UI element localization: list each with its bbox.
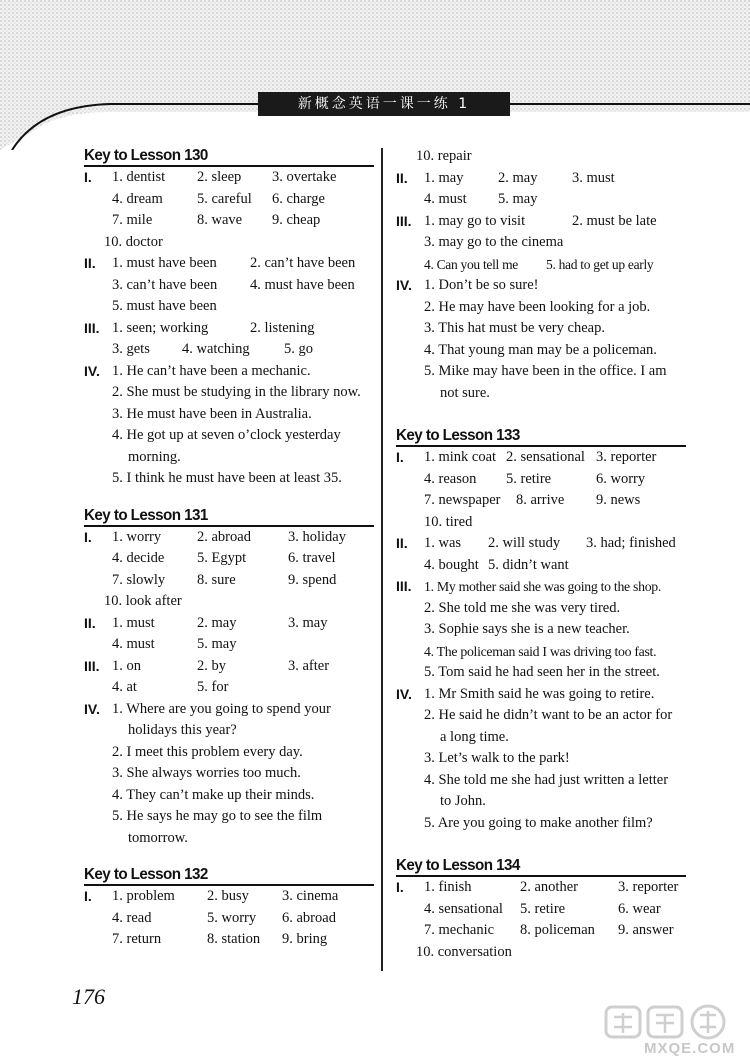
answer-item: 1. must [112, 614, 155, 631]
answer-row [84, 189, 374, 211]
answer-row [84, 339, 374, 361]
left-column [84, 146, 374, 951]
answer-sentence: 1. Don’t be so sure! [424, 277, 539, 293]
answer-row [396, 490, 686, 512]
answer-item: 3. may go to the cinema [424, 234, 564, 250]
answer-item: 3. must [572, 169, 615, 186]
answer-row [84, 591, 374, 613]
answer-row [396, 275, 686, 297]
lesson-title: Key to Lesson 134 [396, 857, 520, 874]
answer-item: 2. by [197, 657, 226, 674]
answer-item: 5. worry [207, 909, 257, 926]
answer-row [396, 748, 686, 770]
answer-item: 5. go [284, 341, 313, 357]
lesson-132 [84, 865, 374, 951]
lesson-134 [396, 856, 686, 963]
answer-row [396, 340, 686, 362]
answer-item: 1. worry [112, 528, 162, 545]
answer-row [396, 211, 686, 233]
answer-row [396, 146, 686, 168]
answer-row [396, 512, 686, 534]
answer-sentence: 3. Sophie says she is a new teacher. [424, 621, 630, 637]
answer-row [84, 232, 374, 254]
answer-row [84, 275, 374, 297]
section-label: III. [396, 212, 412, 229]
answer-item: 1. must have been [112, 255, 217, 271]
answer-sentence: not sure. [440, 384, 490, 401]
answer-sentence: 4. That young man may be a policeman. [424, 341, 657, 358]
answer-row [396, 705, 686, 727]
section-label: II. [396, 169, 408, 186]
lesson-132-continued [396, 146, 686, 404]
answer-item: 3. can’t have been [112, 276, 218, 293]
answer-item: 1. finish [424, 879, 472, 895]
header-banner: 新概念英语一课一练 1 [258, 92, 510, 116]
watermark-text: MXQE.COM [644, 1040, 736, 1057]
answer-item: 10. conversation [416, 943, 512, 960]
answer-row [84, 634, 374, 656]
answer-item: 7. mile [112, 212, 153, 228]
answer-item: 6. travel [288, 550, 336, 566]
answer-sentence: 4. She told me she had just written a letter [424, 771, 669, 788]
answer-row [396, 598, 686, 620]
answer-item: 1. on [112, 657, 141, 674]
answer-item: 7. return [112, 931, 162, 947]
answer-row [396, 662, 686, 684]
answer-item: 6. wear [618, 900, 661, 917]
answer-row [396, 555, 686, 577]
answer-item: 8. arrive [516, 492, 565, 508]
answer-item: 7. mechanic [424, 922, 495, 938]
answer-row [396, 641, 686, 663]
answer-sentence: 4. They can’t make up their minds. [112, 786, 315, 803]
section-label: I. [84, 528, 92, 545]
answer-item: 6. charge [272, 190, 325, 207]
answer-item: 2. may [498, 169, 538, 186]
answer-item: 10. doctor [104, 233, 163, 250]
answer-item: 1. mink coat [424, 449, 497, 465]
answer-sentence: morning. [128, 448, 181, 465]
answer-row [396, 361, 686, 383]
answer-row [396, 684, 686, 706]
answer-row [84, 425, 374, 447]
answer-item: 4. read [112, 909, 152, 926]
answer-item: 2. busy [207, 888, 249, 904]
answer-item: 4. reason [424, 470, 477, 487]
answer-row [84, 720, 374, 742]
answer-sentence: to John. [440, 793, 486, 809]
answer-item: 2. sleep [197, 169, 242, 185]
answer-row [84, 404, 374, 426]
lesson-title: Key to Lesson 131 [84, 506, 208, 524]
answer-sentence: a long time. [440, 728, 509, 745]
answer-row [84, 167, 374, 189]
right-column [396, 146, 686, 963]
answer-sentence: 3. She always worries too much. [112, 765, 301, 781]
answer-item: 3. after [288, 657, 330, 674]
answer-item: 1. problem [112, 888, 175, 904]
answer-row [396, 942, 686, 964]
answer-item: 6. worry [596, 470, 646, 487]
answer-sentence: 2. She must be studying in the library now. [112, 384, 361, 400]
answer-row [84, 210, 374, 232]
answer-sentence: 4. He got up at seven o’clock yesterday [112, 427, 341, 443]
section-label: III. [84, 657, 100, 674]
answer-sentence: 2. She told me she was very tired. [424, 599, 621, 616]
answer-row [396, 232, 686, 254]
answer-sentence: 5. I think he must have been at least 35. [112, 470, 342, 486]
column-divider [381, 148, 383, 971]
answer-row [84, 318, 374, 340]
answer-sentence: 2. He may have been looking for a job. [424, 298, 651, 315]
answer-row [396, 727, 686, 749]
answer-row [396, 899, 686, 921]
answer-row [84, 699, 374, 721]
answer-item: 5. careful [197, 190, 252, 207]
page-number: 176 [72, 984, 105, 1009]
answer-sentence: 4. The policeman said I was driving too fast. [424, 643, 657, 659]
answer-item: 4. watching [182, 341, 250, 357]
section-label: II. [84, 614, 96, 631]
answer-row [84, 908, 374, 930]
answer-row [84, 296, 374, 318]
section-label: I. [84, 888, 92, 904]
answer-item: 3. gets [112, 341, 150, 357]
answer-sentence: 1. Where are you going to spend your [112, 700, 331, 717]
answer-item: 10. tired [424, 513, 473, 530]
answer-item: 2. may [197, 614, 237, 631]
answer-row [84, 361, 374, 383]
section-label: IV. [396, 277, 412, 293]
answer-item: 4. must have been [250, 276, 355, 293]
answer-item: 6. abroad [282, 909, 336, 926]
answer-row [396, 254, 686, 276]
answer-item: 3. cinema [282, 888, 339, 904]
answer-sentence: 5. He says he may go to see the film [112, 808, 323, 824]
answer-item: 2. abroad [197, 528, 251, 545]
section-label: III. [396, 578, 412, 594]
answer-item: 8. station [207, 931, 261, 947]
answer-item: 5. had to get up early [546, 256, 654, 272]
lesson-130 [84, 146, 374, 490]
answer-row [84, 886, 374, 908]
answer-item: 3. overtake [272, 169, 337, 185]
header-texture [0, 0, 750, 150]
answer-row [396, 383, 686, 405]
answer-item: 4. must [112, 636, 155, 652]
answer-sentence: 5. Mike may have been in the office. I am [424, 363, 667, 379]
answer-row [84, 763, 374, 785]
answer-row [396, 533, 686, 555]
answer-item: 3. may [288, 614, 328, 631]
answer-item: 5. retire [506, 470, 552, 487]
answer-item: 5. didn’t want [488, 556, 569, 573]
answer-item: 5. may [197, 636, 237, 652]
answer-item: 3. reporter [596, 449, 657, 465]
answer-sentence: 5. Tom said he had seen her in the street. [424, 664, 660, 680]
answer-row [396, 813, 686, 835]
section-label: III. [84, 319, 100, 336]
section-label: I. [84, 169, 92, 185]
answer-item: 4. decide [112, 550, 165, 566]
lesson-title: Key to Lesson 130 [84, 147, 208, 164]
answer-item: 2. can’t have been [250, 255, 356, 271]
answer-item: 9. bring [282, 931, 328, 947]
answer-item: 5. retire [520, 900, 566, 917]
answer-item: 10. repair [416, 148, 472, 164]
answer-row [84, 613, 374, 635]
answer-row [84, 382, 374, 404]
answer-sentence: 1. Mr Smith said he was going to retire. [424, 685, 655, 702]
answer-item: 8. policeman [520, 922, 595, 938]
answer-row [84, 806, 374, 828]
answer-item: 7. slowly [112, 571, 166, 588]
answer-sentence: 2. I meet this problem every day. [112, 743, 303, 760]
answer-row [84, 929, 374, 951]
answer-row [396, 469, 686, 491]
answer-item: 4. Can you tell me [424, 256, 518, 272]
answer-row [396, 576, 686, 598]
answer-item: 9. spend [288, 571, 337, 588]
answer-row [84, 828, 374, 850]
answer-item: 2. another [520, 879, 578, 895]
answer-row [396, 791, 686, 813]
answer-item: 1. may go to visit [424, 212, 526, 229]
section-label: I. [396, 449, 404, 465]
answer-item: 1. seen; working [112, 319, 209, 336]
answer-sentence: holidays this year? [128, 722, 237, 738]
answer-item: 4. dream [112, 190, 163, 207]
answer-row [396, 297, 686, 319]
answer-sentence: tomorrow. [128, 829, 188, 846]
answer-item: 9. news [596, 492, 641, 508]
answer-item: 1. was [424, 535, 462, 551]
answer-item: 4. sensational [424, 900, 503, 917]
answer-item: 8. sure [197, 571, 236, 588]
answer-item: 2. must be late [572, 212, 657, 229]
section-label: II. [396, 535, 408, 551]
answer-item: 10. look after [104, 593, 182, 609]
answer-item: 3. holiday [288, 528, 346, 545]
section-label: IV. [396, 685, 412, 702]
answer-row [84, 548, 374, 570]
answer-sentence: 3. He must have been in Australia. [112, 405, 312, 422]
answer-row [396, 877, 686, 899]
section-label: IV. [84, 700, 100, 717]
answer-item: 1. may [424, 169, 464, 186]
answer-row [84, 570, 374, 592]
answer-sentence: 1. He can’t have been a mechanic. [112, 362, 311, 379]
answer-row [396, 318, 686, 340]
lesson-131 [84, 506, 374, 850]
answer-sentence: 2. He said he didn’t want to be an actor for [424, 707, 673, 723]
answer-item: 2. listening [250, 319, 315, 336]
answer-item: 7. newspaper [424, 492, 501, 508]
section-label: II. [84, 255, 96, 271]
answer-item: 3. had; finished [586, 535, 676, 551]
section-label: I. [396, 879, 404, 895]
answer-item: 4. must [424, 191, 467, 207]
answer-sentence: 1. My mother said she was going to the shop. [424, 579, 662, 594]
lesson-title: Key to Lesson 132 [84, 866, 208, 883]
answer-item: 2. will study [488, 535, 561, 551]
answer-sentence: 3. Let’s walk to the park! [424, 750, 570, 766]
answer-item: 5. may [498, 191, 538, 207]
lesson-title: Key to Lesson 133 [396, 427, 520, 444]
answer-item: 3. reporter [618, 879, 679, 895]
lesson-133 [396, 426, 686, 834]
answer-row [396, 619, 686, 641]
answer-row [84, 447, 374, 469]
answer-row [396, 447, 686, 469]
answer-item: 9. cheap [272, 212, 321, 228]
answer-item: 9. answer [618, 922, 674, 938]
answer-row [84, 677, 374, 699]
answer-item: 5. for [197, 679, 229, 695]
answer-row [396, 920, 686, 942]
answer-sentence: 3. This hat must be very cheap. [424, 320, 605, 336]
answer-item: 5. must have been [112, 298, 217, 314]
answer-item: 2. sensational [506, 449, 585, 465]
answer-row [84, 742, 374, 764]
answer-item: 8. wave [197, 212, 243, 228]
answer-row [396, 770, 686, 792]
answer-row [84, 468, 374, 490]
answer-row [84, 527, 374, 549]
answer-item: 4. bought [424, 556, 479, 573]
answer-row [84, 656, 374, 678]
answer-item: 4. at [112, 679, 137, 695]
answer-item: 5. Egypt [197, 550, 247, 566]
answer-row [84, 785, 374, 807]
answer-row [84, 253, 374, 275]
answer-sentence: 5. Are you going to make another film? [424, 814, 653, 831]
answer-row [396, 189, 686, 211]
answer-row [396, 168, 686, 190]
section-label: IV. [84, 362, 100, 379]
answer-item: 1. dentist [112, 169, 166, 185]
